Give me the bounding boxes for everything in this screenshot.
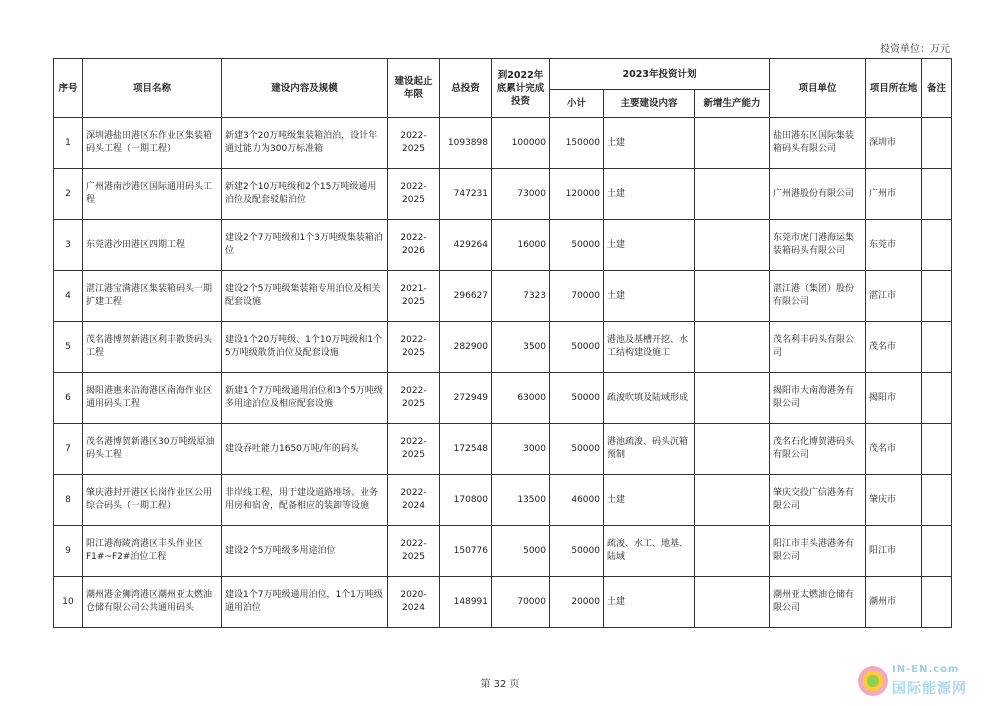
cell-done: 5000 [492,526,550,577]
header-location: 项目所在地 [866,59,922,118]
cell-remark [922,271,952,322]
cell-content: 新建2个10万吨级和2个15万吨级通用泊位及配套驳船泊位 [222,169,388,220]
cell-seq: 9 [54,526,83,577]
table-row [54,424,952,475]
cell-seq: 10 [54,577,83,628]
cell-total: 429264 [440,220,492,271]
cell-location: 深圳市 [866,118,922,169]
cell-done: 100000 [492,118,550,169]
cell-name: 肇庆港封开港区长岗作业区公用综合码头（一期工程） [83,475,222,526]
page-number: 第 32 页 [480,679,520,690]
cell-total: 172548 [440,424,492,475]
cell-company: 湛江港（集团）股份有限公司 [770,271,866,322]
cell-location: 湛江市 [866,271,922,322]
cell-total: 150776 [440,526,492,577]
cell-main-content: 土建 [604,475,695,526]
cell-done: 73000 [492,169,550,220]
cell-name: 广州港南沙港区国际通用码头工程 [83,169,222,220]
cell-company: 揭阳市大南海港务有限公司 [770,373,866,424]
logo-line2: 国际能源网 [892,681,967,697]
cell-main-content: 土建 [604,271,695,322]
cell-period: 2022-2025 [388,424,440,475]
cell-company: 茂名利丰码头有限公司 [770,322,866,373]
cell-seq: 5 [54,322,83,373]
cell-period: 2022-2025 [388,169,440,220]
cell-total: 747231 [440,169,492,220]
cell-main-content: 土建 [604,220,695,271]
cell-new-capacity [695,526,770,577]
cell-new-capacity [695,271,770,322]
cell-period: 2020-2024 [388,577,440,628]
cell-period: 2022-2026 [388,220,440,271]
cell-done: 70000 [492,577,550,628]
cell-main-content: 港池疏浚、码头沉箱预制 [604,424,695,475]
cell-period: 2022-2024 [388,475,440,526]
cell-done: 63000 [492,373,550,424]
cell-period: 2022-2025 [388,322,440,373]
cell-total: 272949 [440,373,492,424]
cell-new-capacity [695,220,770,271]
cell-new-capacity [695,577,770,628]
cell-seq: 7 [54,424,83,475]
cell-main-content: 港池及基槽开挖、水工结构建设施工 [604,322,695,373]
project-table [53,58,952,628]
cell-done: 13500 [492,475,550,526]
cell-name: 揭阳港惠来沿海港区南海作业区通用码头工程 [83,373,222,424]
table-row [54,526,952,577]
cell-company: 潮州亚太燃油仓储有限公司 [770,577,866,628]
cell-seq: 4 [54,271,83,322]
cell-remark [922,475,952,526]
cell-subtotal: 50000 [550,220,604,271]
cell-seq: 8 [54,475,83,526]
cell-location: 广州市 [866,169,922,220]
cell-total: 148991 [440,577,492,628]
header-total: 总投资 [440,59,492,118]
cell-remark [922,577,952,628]
cell-location: 揭阳市 [866,373,922,424]
cell-remark [922,526,952,577]
cell-content: 建设2个5万吨级多用途泊位 [222,526,388,577]
header-name: 项目名称 [83,59,222,118]
cell-total: 170800 [440,475,492,526]
cell-location: 潮州市 [866,577,922,628]
cell-location: 茂名市 [866,322,922,373]
cell-remark [922,220,952,271]
header-period: 建设起止年限 [388,59,440,118]
sun-logo-icon [858,666,888,696]
cell-total: 1093898 [440,118,492,169]
cell-location: 茂名市 [866,424,922,475]
table-row [54,577,952,628]
cell-remark [922,322,952,373]
cell-remark [922,118,952,169]
cell-main-content: 土建 [604,118,695,169]
table-row [54,271,952,322]
header-subtotal: 小计 [550,90,604,118]
cell-new-capacity [695,118,770,169]
cell-done: 3000 [492,424,550,475]
cell-done: 7323 [492,271,550,322]
cell-total: 296627 [440,271,492,322]
cell-subtotal: 150000 [550,118,604,169]
cell-subtotal: 70000 [550,271,604,322]
header-new-capacity: 新增生产能力 [695,90,770,118]
cell-name: 茂名港博贺新港区利丰散货码头工程 [83,322,222,373]
cell-new-capacity [695,475,770,526]
cell-remark [922,373,952,424]
cell-location: 东莞市 [866,220,922,271]
cell-new-capacity [695,169,770,220]
cell-subtotal: 50000 [550,424,604,475]
cell-content: 建设2个7万吨级和1个3万吨级集装箱泊位 [222,220,388,271]
cell-period: 2021-2025 [388,271,440,322]
cell-content: 建设吞吐能力1650万吨/年的码头 [222,424,388,475]
header-done: 到2022年底累计完成投资 [492,59,550,118]
cell-company: 盐田港东区国际集装箱码头有限公司 [770,118,866,169]
cell-location: 肇庆市 [866,475,922,526]
header-company: 项目单位 [770,59,866,118]
cell-company: 阳江市丰头港港务有限公司 [770,526,866,577]
cell-content: 建设1个20万吨级、1个10万吨级和1个5万吨级散货泊位及配套设施 [222,322,388,373]
header-plan: 2023年投资计划 [550,59,770,90]
cell-new-capacity [695,373,770,424]
unit-note: 投资单位：万元 [880,44,950,55]
cell-seq: 1 [54,118,83,169]
table-row [54,169,952,220]
cell-seq: 3 [54,220,83,271]
cell-content: 建设1个7万吨级通用泊位，1个1万吨级通用泊位 [222,577,388,628]
cell-subtotal: 50000 [550,526,604,577]
cell-subtotal: 20000 [550,577,604,628]
header-content: 建设内容及规模 [222,59,388,118]
cell-main-content: 土建 [604,577,695,628]
cell-main-content: 疏浚、水工、地基、陆域 [604,526,695,577]
cell-name: 湛江港宝满港区集装箱码头一期扩建工程 [83,271,222,322]
cell-company: 肇庆交投广信港务有限公司 [770,475,866,526]
logo-line1: IN-EN.com [892,664,960,675]
table-row [54,475,952,526]
cell-name: 潮州港金狮湾港区潮州亚太燃油仓储有限公司公共通用码头 [83,577,222,628]
cell-content: 新建3个20万吨级集装箱泊泊，设计年通过能力为300万标准箱 [222,118,388,169]
cell-total: 282900 [440,322,492,373]
header-main-content: 主要建设内容 [604,90,695,118]
watermark-logo [848,658,998,702]
cell-name: 东莞港沙田港区四期工程 [83,220,222,271]
cell-remark [922,424,952,475]
header-seq: 序号 [54,59,83,118]
cell-name: 深圳港盐田港区东作业区集装箱码头工程（一期工程） [83,118,222,169]
cell-new-capacity [695,424,770,475]
cell-seq: 6 [54,373,83,424]
cell-company: 东莞市虎门港海运集装箱码头有限公司 [770,220,866,271]
cell-company: 广州港股份有限公司 [770,169,866,220]
cell-main-content: 疏浚吹填及陆域形成 [604,373,695,424]
cell-content: 建设2个5万吨级集装箱专用泊位及相关配套设施 [222,271,388,322]
cell-new-capacity [695,322,770,373]
cell-company: 茂名石化博贺港码头有限公司 [770,424,866,475]
cell-location: 阳江市 [866,526,922,577]
cell-subtotal: 50000 [550,373,604,424]
table-row [54,322,952,373]
cell-content: 非岸线工程，用于建设道路堆场、业务用房和宿舍，配备相应的装卸等设施 [222,475,388,526]
cell-period: 2022-2025 [388,118,440,169]
cell-period: 2022-2025 [388,526,440,577]
table-row [54,220,952,271]
cell-seq: 2 [54,169,83,220]
header-remark: 备注 [922,59,952,118]
table-row [54,373,952,424]
cell-subtotal: 50000 [550,322,604,373]
cell-period: 2022-2025 [388,373,440,424]
cell-done: 3500 [492,322,550,373]
cell-name: 茂名港博贺新港区30万吨级原油码头工程 [83,424,222,475]
table-row [54,118,952,169]
cell-done: 16000 [492,220,550,271]
cell-content: 新建1个7万吨级通用泊位和3个5万吨级多用途泊位及相应配套设施 [222,373,388,424]
cell-main-content: 土建 [604,169,695,220]
cell-remark [922,169,952,220]
cell-name: 阳江港海陵湾港区丰头作业区F1#~F2#泊位工程 [83,526,222,577]
cell-subtotal: 46000 [550,475,604,526]
cell-subtotal: 120000 [550,169,604,220]
